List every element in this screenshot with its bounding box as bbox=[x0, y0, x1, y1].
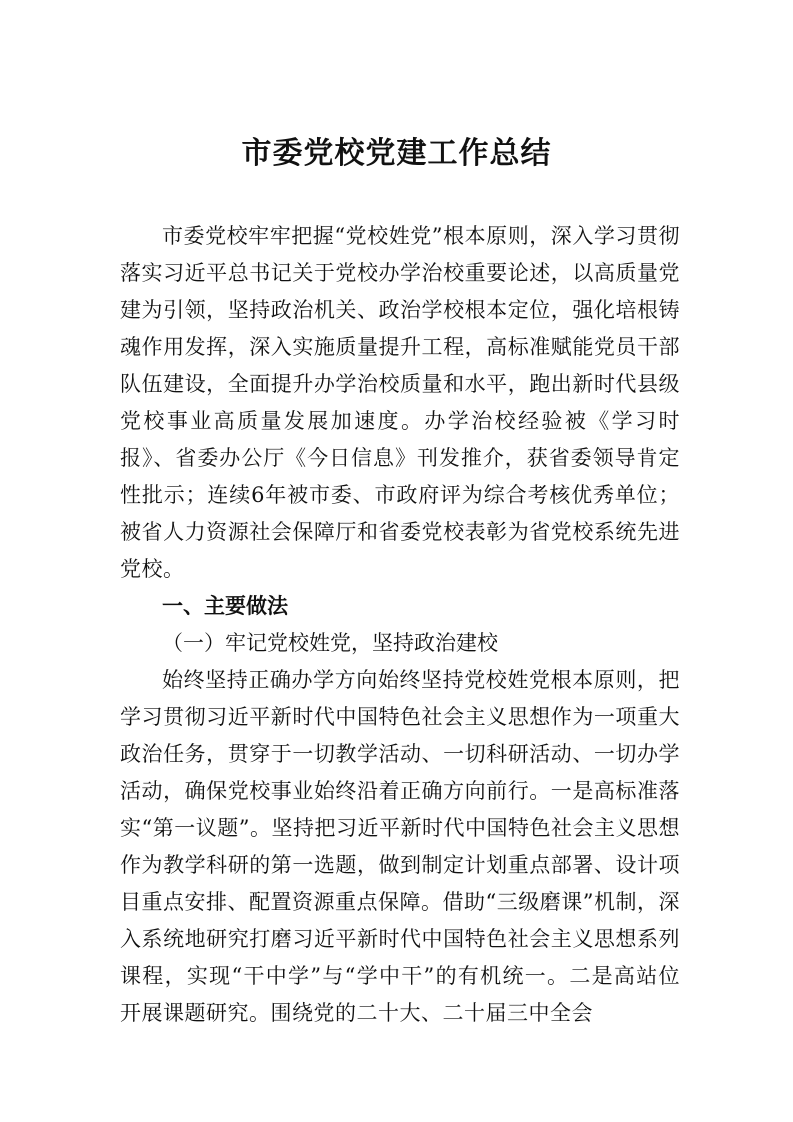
subsection-heading-1: （一）牢记党校姓党，坚持政治建校 bbox=[162, 631, 498, 655]
document-body bbox=[120, 218, 680, 1032]
document-title: 市委党校党建工作总结 bbox=[241, 136, 552, 171]
section-heading-main-practices: 一、主要做法 bbox=[162, 594, 288, 618]
intro-paragraph: 市委党校牢牢把握“党校姓党”根本原则，深入学习贯彻落实习近平总书记关于党校办学治校重要论述，以高质量党建为引领，坚持政治机关、政治学校根本定位，强化培根铸魂作用发挥，深入实施质量提升工程，高标准赋能党员干部队伍建设，全面提升办学治校质量和水平，跑出新时代县级党校事业高质量发展加速度。办学治校经验被《学习时报》、省委办公厅《今日信息》刊发推介，获省委领导肯定性批示；连续6年被市委、市政府评为综合考核优秀单位；被省人力资源社会保障厅和省委党校表彰为省党校系统先进党校。 bbox=[120, 224, 680, 581]
subsection-1-paragraph: 始终坚持正确办学方向始终坚持党校姓党根本原则，把学习贯彻习近平新时代中国特色社会主义思想作为一项重大政治任务，贯穿于一切教学活动、一切科研活动、一切办学活动，确保党校事业始终沿着正确方向前行。一是高标准落实“第一议题”。坚持把习近平新时代中国特色社会主义思想作为教学科研的第一选题，做到制定计划重点部署、设计项目重点安排、配置资源重点保障。借助“三级磨课”机制，深入系统地研究打磨习近平新时代中国特色社会主义思想系列课程，实现“干中学”与“学中干”的有机统一。二是高站位开展课题研究。围绕党的二十大、二十届三中全会 bbox=[120, 668, 680, 1025]
